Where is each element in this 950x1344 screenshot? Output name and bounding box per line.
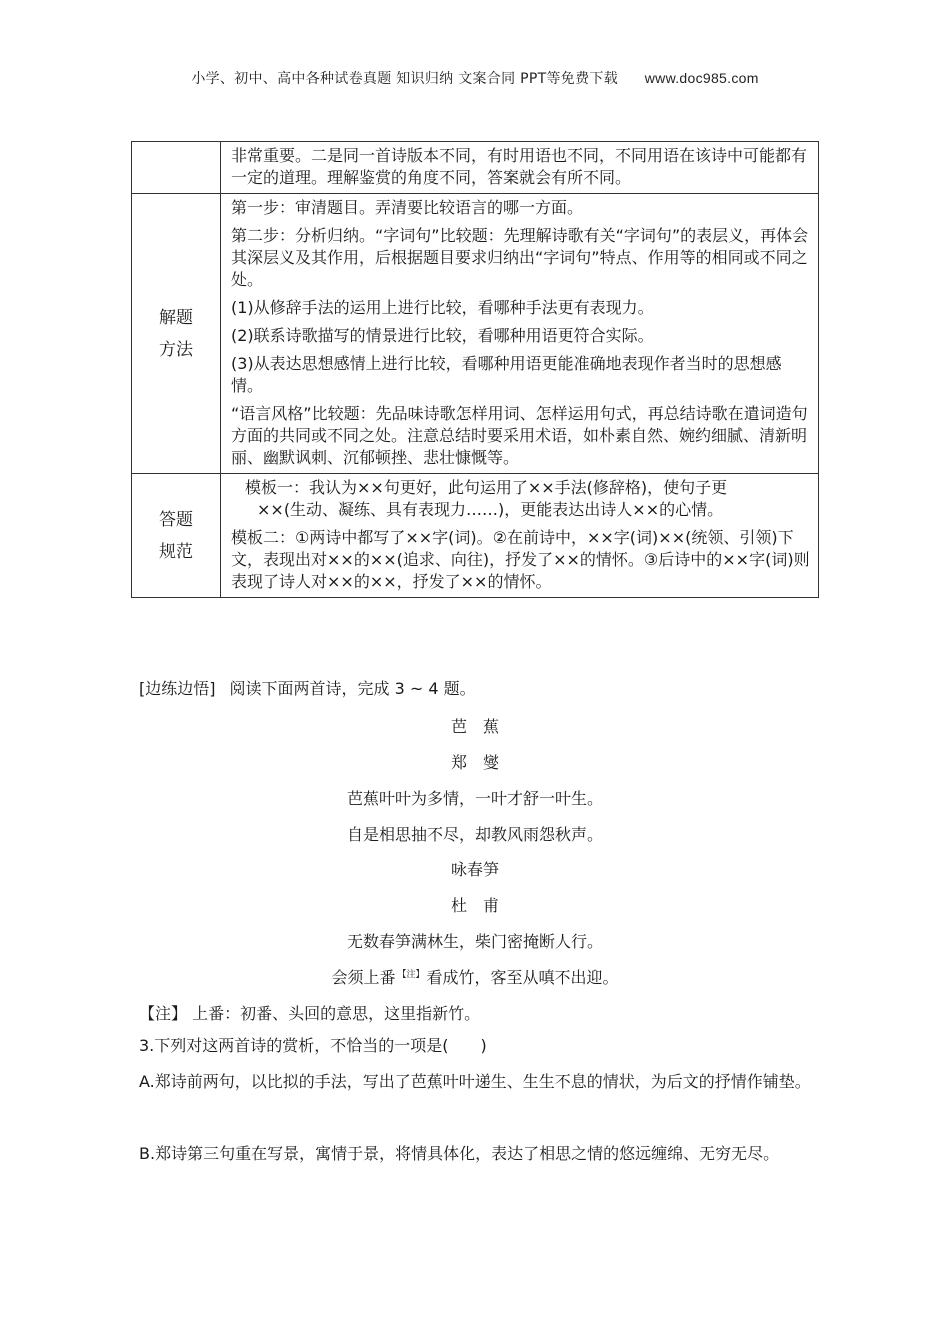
option-a: A.郑诗前两句，以比拟的手法，写出了芭蕉叶叶递生、生生不息的情状，为后文的抒情作铺垫。 xyxy=(139,1072,811,1091)
row-label-method xyxy=(132,194,221,474)
row-label-answer xyxy=(132,474,221,598)
table-row xyxy=(132,194,819,474)
poem1-line: 自是相思抽不尽，却教风雨怨秋声。 xyxy=(346,825,603,844)
row-label-empty xyxy=(132,142,221,194)
method-step: “语言风格”比较题：先品味诗歌怎样用词、怎样运用句式，再总结诗歌在遣词造句方面的共同或不同之处。注意总结时要采用术语，如朴素自然、婉约细腻、清新明丽、幽默讽刺、沉郁顿挫、悲壮慷慨等。 xyxy=(231,404,808,467)
header-site-link[interactable]: www.doc985.com xyxy=(644,70,759,86)
poem2-line2-part-a: 会须上番 xyxy=(331,968,396,987)
poem2-line: 无数春笋满林生，柴门密掩断人行。 xyxy=(346,932,603,951)
table-row xyxy=(132,142,819,194)
poem1-line: 芭蕉叶叶为多情，一叶才舒一叶生。 xyxy=(346,789,603,808)
row-content xyxy=(221,474,819,598)
row-content xyxy=(221,194,819,474)
footnote: 【注】 上番：初番、头回的意思，这里指新竹。 xyxy=(139,1004,481,1023)
template-one-line2: ××(生动、凝练、具有表现力……)，更能表达出诗人××的心情。 xyxy=(257,500,724,519)
footnote-marker: 【注】 xyxy=(397,970,425,980)
poem2-line2-part-b: 看成竹，客至从嗔不出迎。 xyxy=(426,968,619,987)
row-content xyxy=(221,142,819,194)
method-step: (1)从修辞手法的运用上进行比较，看哪种手法更有表现力。 xyxy=(231,298,654,317)
template-two: 模板二：①两诗中都写了××字(词)。②在前诗中，××字(词)××(统领、引领)下文，表现出对××的××(追求、向往)，抒发了××的情怀。③后诗中的××字(词)则表现了诗人对××的××，抒发了××的情怀。 xyxy=(231,528,810,591)
poem1-title: 芭 蕉 xyxy=(450,717,499,736)
poem2-title: 咏春笋 xyxy=(450,860,499,879)
template-one-line1: 模板一：我认为××句更好，此句运用了××手法(修辞格)，使句子更 xyxy=(245,478,728,497)
method-step: 第二步：分析归纳。“字词句”比较题：先理解诗歌有关“字词句”的表层义，再体会其深层义及其作用，后根据题目要求归纳出“字词句”特点、作用等的相同或不同之处。 xyxy=(231,226,809,289)
poem1-author: 郑 燮 xyxy=(450,753,499,772)
method-step: 第一步：审清题目。弄清要比较语言的哪一方面。 xyxy=(231,198,584,217)
poem2-author: 杜 甫 xyxy=(450,896,499,915)
page-header xyxy=(0,68,950,88)
option-b: B.郑诗第三句重在写景，寓情于景，将情具体化，表达了相思之情的悠远缠绵、无穷无尽。 xyxy=(139,1144,780,1163)
method-step: (3)从表达思想感情上进行比较，看哪种用语更能准确地表现作者当时的思想感情。 xyxy=(231,354,782,395)
method-step: (2)联系诗歌描写的情景进行比较，看哪种用语更符合实际。 xyxy=(231,326,654,345)
header-text: 小学、初中、高中各种试卷真题 知识归纳 文案合同 PPT等免费下载 xyxy=(191,71,618,87)
method-table xyxy=(131,141,819,598)
practice-tag: [边练边悟] xyxy=(139,679,216,698)
label-line: 方法 xyxy=(159,339,193,360)
poem2-line xyxy=(0,965,950,988)
table-row xyxy=(132,474,819,598)
label-line: 解题 xyxy=(159,307,193,328)
continuation-text: 非常重要。二是同一首诗版本不同，有时用语也不同，不同用语在该诗中可能都有一定的道理。理解鉴赏的角度不同，答案就会有所不同。 xyxy=(231,146,808,187)
label-line: 答题 xyxy=(159,509,193,530)
practice-text: 阅读下面两首诗，完成 3 ~ 4 题。 xyxy=(229,679,476,698)
question-stem: 3.下列对这两首诗的赏析，不恰当的一项是( ) xyxy=(139,1036,487,1055)
label-line: 规范 xyxy=(159,541,193,562)
practice-prompt xyxy=(139,676,476,699)
